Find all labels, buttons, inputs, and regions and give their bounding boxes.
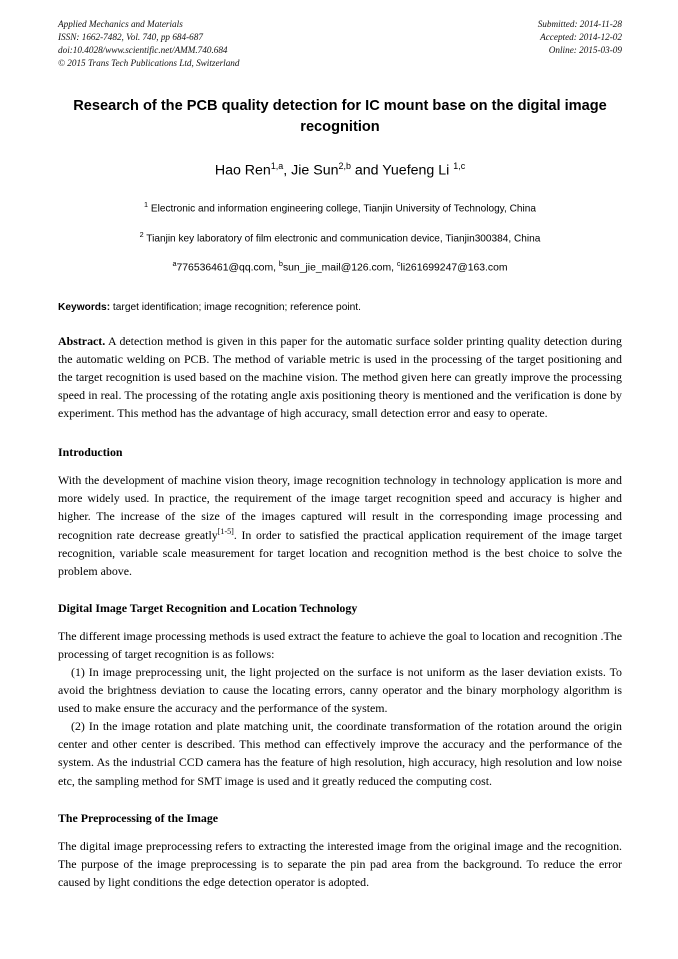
section-heading-digital-image-target-recognition: Digital Image Target Recognition and Location Technology: [58, 600, 358, 615]
author-emails: [58, 259, 622, 273]
keywords-line: [58, 302, 622, 313]
online-date: Online: 2015-03-09: [548, 45, 622, 56]
author-2-name: Jie Sun: [291, 162, 339, 179]
journal-header-left: [58, 18, 239, 70]
email-1-marker: a: [172, 259, 177, 269]
page-title: Research of the PCB quality detection for IC mount base on the digital image recognition: [73, 98, 607, 136]
author-3-affiliation-marker: 1,c: [453, 160, 466, 171]
journal-issn-volume: ISSN: 1662-7482, Vol. 740, pp 684-687: [58, 32, 203, 43]
email-3: li261699247@163.com: [400, 262, 508, 274]
author-1-affiliation-marker: 1,a: [270, 160, 284, 171]
affiliation-2-marker: 2: [139, 229, 144, 239]
author-separator-1: ,: [283, 162, 292, 179]
affiliation-1-text: Electronic and information engineering college, Tianjin University of Technology, China: [148, 203, 536, 215]
journal-name: Applied Mechanics and Materials: [58, 19, 183, 29]
email-2-marker: b: [278, 259, 283, 269]
recognition-list-item-2: (2) In the image rotation and plate matching unit, the coordinate transformation of the rotation around the origin center and other center is described. This method can effectively improve the accuracy and the performance of the system. As the industrial CCD camera has the feature of high resolution, high accuracy, high resolution and low noise etc, the sampling method for SMT image is used and it greatly reduced the computing cost.: [58, 719, 622, 788]
affiliation-1-marker: 1: [144, 200, 149, 210]
submitted-date: Submitted: 2014-11-28: [537, 19, 622, 29]
introduction-text-a: With the development of machine vision theory, image recognition technology in technology application is more and more widely used. In practice, the requirement of the image target recognition speed and accuracy is higher and higher. The increase of the size of the images captured will result in the corresponding image processing and recognition rate decrease greatly: [58, 473, 622, 542]
abstract-text: A detection method is given in this paper for the automatic surface solder printing quality detection during the automatic welding on PCB. The method of variable metric is used in the processing of the target positioning and the target recognition is used based on the machine vision. The method given here can greatly improve the processing speed in real. The processing of the rotating angle axis positioning theory is mentioned and the verification is done by experiment. This method has the advantage of high accuracy, small detection error and easy to operate.: [58, 333, 622, 421]
introduction-text-b: . In order to satisfied the practical application requirement of the image target recognition, variable scale measurement for target location and recognition method is the best choice to solve the problem above.: [58, 527, 622, 578]
section-heading-preprocessing: The Preprocessing of the Image: [58, 810, 219, 825]
affiliation-1: [58, 200, 622, 217]
journal-header: [58, 18, 622, 70]
abstract-paragraph: [58, 332, 622, 422]
email-2: sun_jie_mail@126.com,: [282, 262, 397, 274]
author-3-name: Yuefeng Li: [382, 162, 454, 179]
preprocessing-paragraph: The digital image preprocessing refers to extracting the interested image from the original image and the recognition. The purpose of the image preprocessing is to separate the pin pad area from the background. To reduce the error caused by light conditions the edge detection operator is adopted.: [58, 838, 622, 889]
citation-reference: [1-5]: [217, 526, 234, 536]
email-1: 776536461@qq.com,: [176, 262, 279, 274]
affiliation-2: [58, 230, 622, 247]
journal-doi: doi:10.4028/www.scientific.net/AMM.740.684: [58, 45, 228, 56]
recognition-intro-paragraph: The different image processing methods is used extract the feature to achieve the goal to location and recognition .The processing of target recognition is as follows:: [58, 628, 622, 661]
author-1-name: Hao Ren: [214, 162, 271, 179]
journal-header-right: [538, 18, 622, 57]
introduction-paragraph: [58, 471, 622, 580]
author-separator-2: and: [350, 162, 383, 179]
author-2-affiliation-marker: 2,b: [338, 160, 351, 171]
recognition-list-item-1: (1) In image preprocessing unit, the light projected on the surface is not uniform as the laser deviation exists. To avoid the brightness deviation to cause the locating errors, canny operator and the binary morphology algorithm is used to make ensure the accuracy and the performance of the system.: [58, 664, 622, 716]
keywords-text: target identification; image recognition; reference point.: [110, 301, 361, 313]
accepted-date: Accepted: 2014-12-02: [540, 32, 622, 43]
email-3-marker: c: [396, 259, 401, 269]
affiliation-2-text: Tianjin key laboratory of film electronic and communication device, Tianjin300384, China: [143, 233, 541, 245]
abstract-label: Abstract.: [58, 333, 106, 348]
journal-copyright: © 2015 Trans Tech Publications Ltd, Switzerland: [58, 58, 240, 69]
author-list: [58, 161, 622, 179]
section-heading-introduction: Introduction: [58, 445, 123, 460]
keywords-label: Keywords:: [58, 301, 111, 313]
